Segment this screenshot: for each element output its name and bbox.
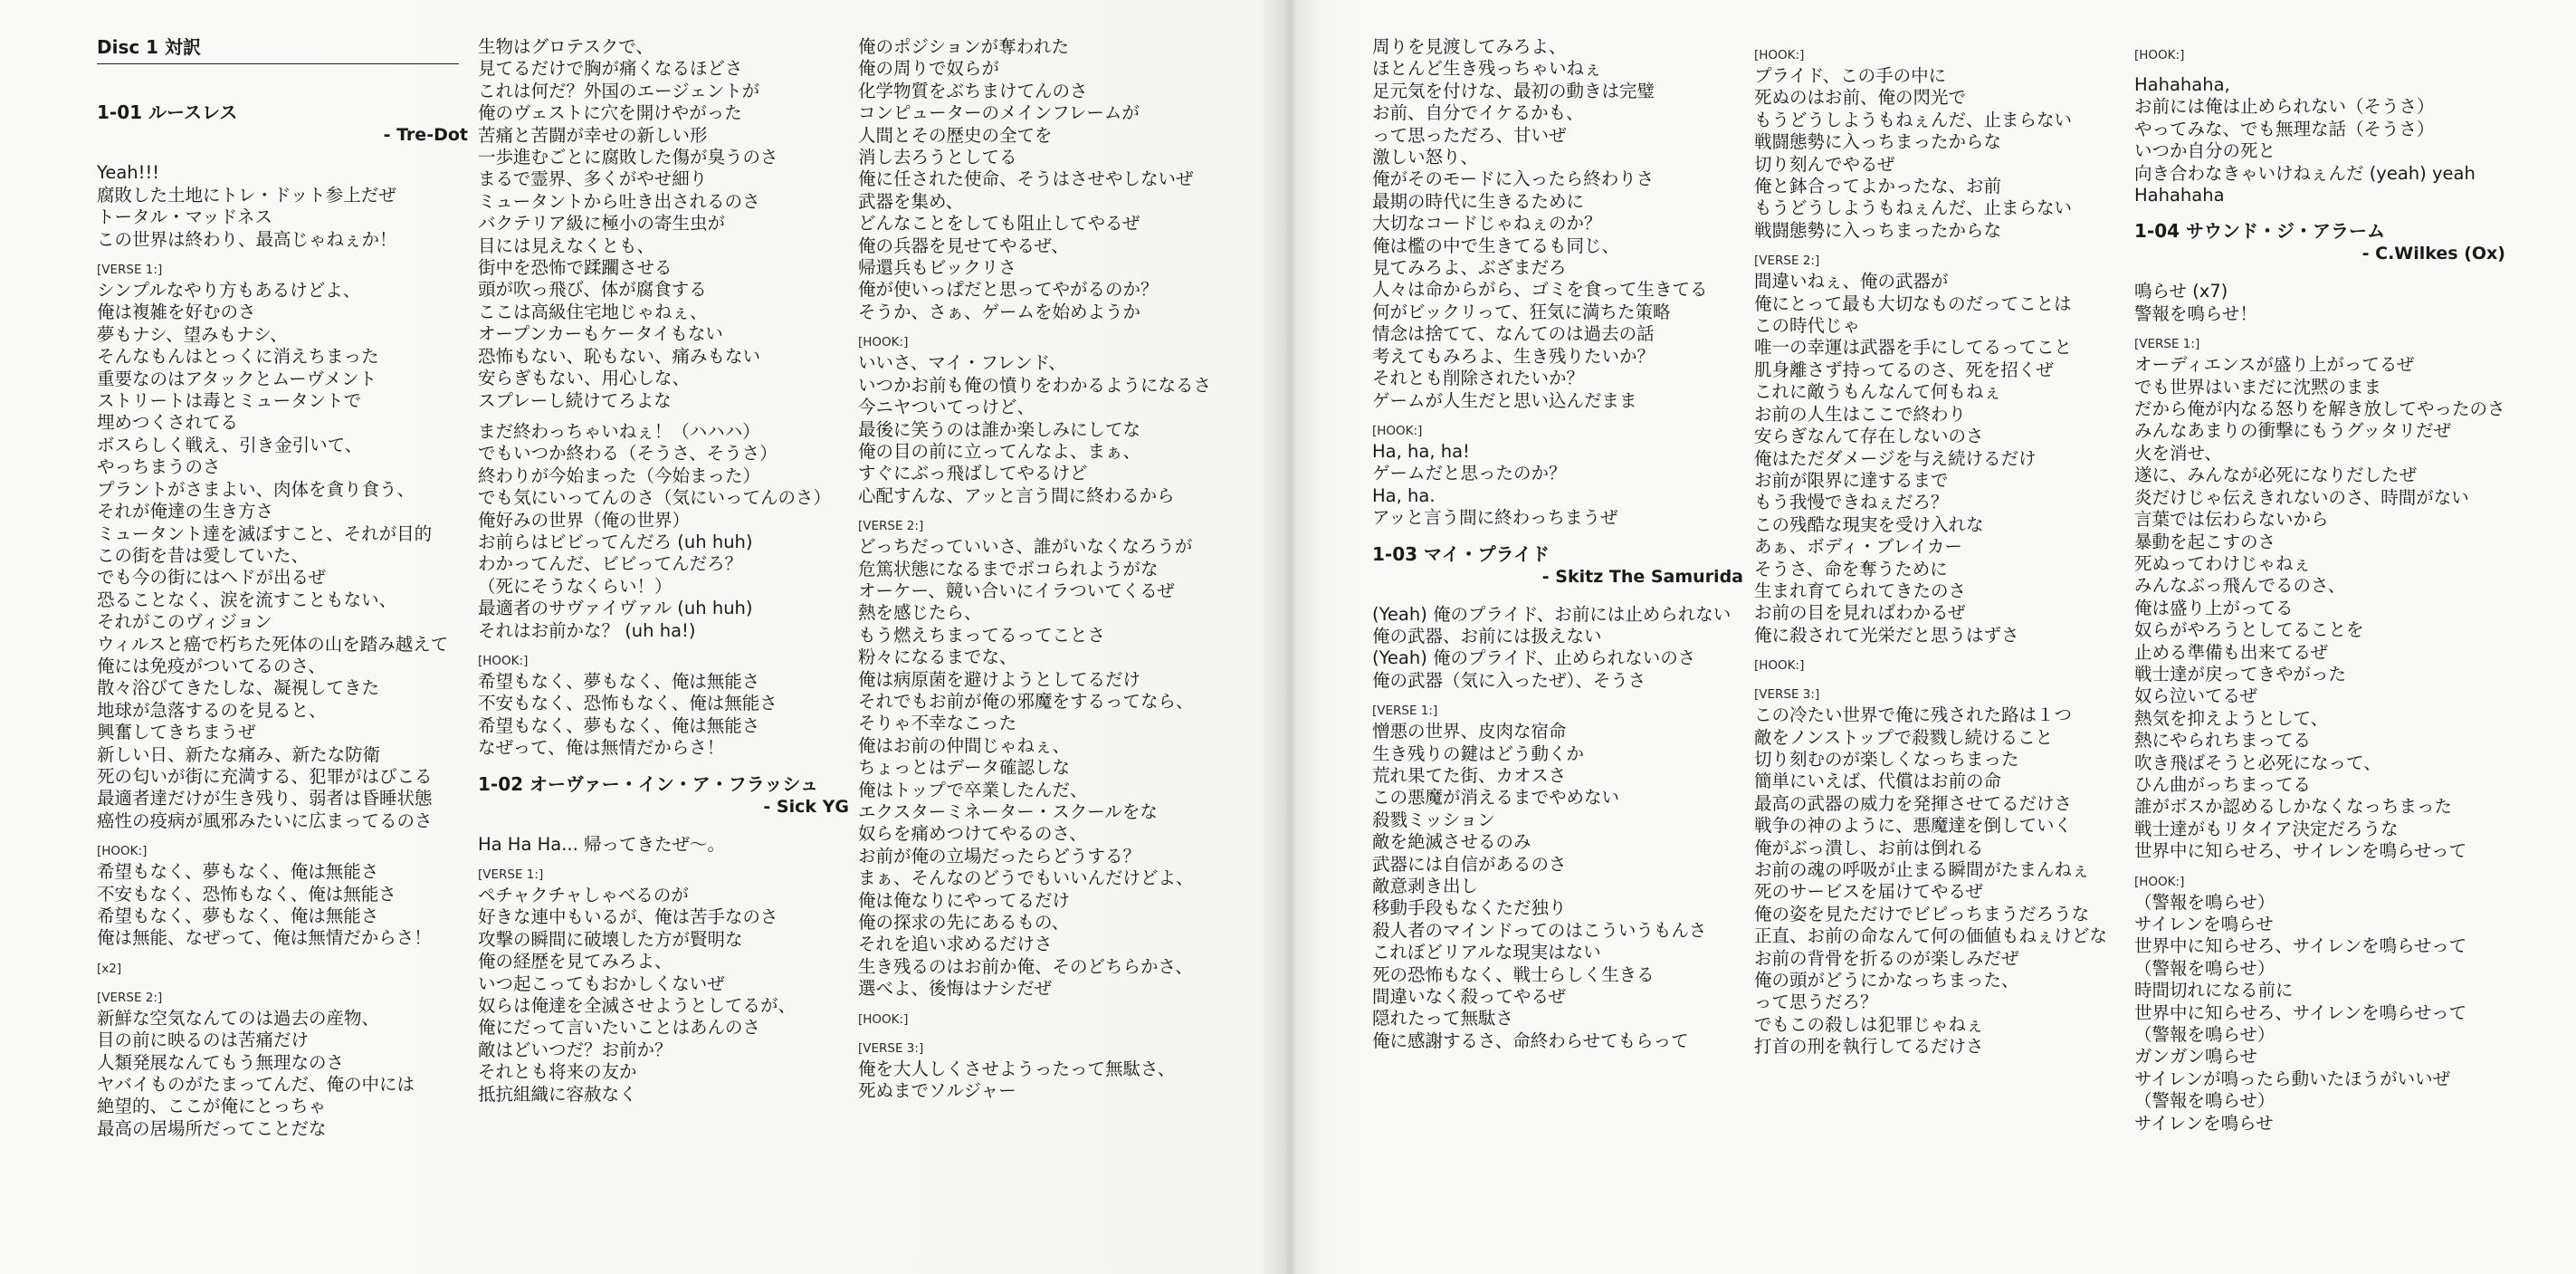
lyric-line: 俺は檻の中で生きてるも同じ、 (1372, 235, 1620, 256)
lyric-line: 奴らを痛めつけてやるのさ、 (858, 823, 1087, 845)
lyric-line: いつかお前も俺の憤りをわかるようになるさ (858, 374, 1212, 396)
lyric-line: 俺にだって言いたいことはあんのさ (478, 1017, 761, 1039)
lyric-line: 選べよ、後悔はナシだぜ (858, 978, 1053, 1000)
lyric-line: 俺が使いっぱだと思ってやがるのか？ (858, 279, 1159, 301)
stanza-gap (478, 412, 849, 421)
lyric-line: 俺の経歴を見てみろよ、 (478, 951, 673, 972)
lyric-line: 恐怖もない、恥もない、痛みもない (478, 345, 761, 367)
track-title: 1-01 ルースレス (97, 101, 238, 124)
lyric-line: 見てみろよ、ぶざまだろ (1372, 257, 1567, 279)
section-label: [HOOK:] (1754, 48, 1805, 62)
lyric-line: いつか自分の死と (2134, 140, 2276, 162)
section-label: [VERSE 1:] (2134, 337, 2200, 352)
section-label: [HOOK:] (1372, 423, 1423, 438)
lyric-line: これは何だ？外国のエージェントが (478, 80, 760, 101)
lyric-line: あぁ、ボディ・ブレイカー (1754, 536, 1962, 558)
section-label: [VERSE 2:] (1754, 254, 1820, 269)
lyric-line: それとも削除されたいか？ (1372, 368, 1585, 389)
lyric-line: 暴動を起こすのさ (2134, 531, 2276, 552)
lyric-line: Ha, ha, ha! (1372, 440, 1470, 462)
lyric-line: やっちまうのさ (97, 456, 221, 478)
lyric-line: 間違いねぇ、俺の武器が (1754, 271, 1949, 292)
lyric-line: もう燃えちまってるってことさ (858, 624, 1106, 646)
lyric-line: 俺の探求の先にあるもの、 (858, 912, 1070, 934)
lyric-line: お前の背骨を折るのが楽しみだぜ (1754, 947, 2019, 969)
lyric-line: 戦闘態勢に入っちまったからな (1754, 219, 2002, 241)
lyric-line: それが俺達の生き方さ (97, 501, 274, 522)
lyric-line: なぜって、俺は無情だからさ！ (478, 737, 725, 759)
lyric-line: そうさ、命を奪うために (1754, 558, 1948, 580)
lyric-line: この世界は終わり、最高じゃねぇか！ (97, 228, 397, 250)
lyric-line: 肌身離さず持ってるのさ、死を招くぜ (1754, 359, 2054, 380)
lyric-line: 俺がそのモードに入ったら終わりさ (1372, 168, 1655, 190)
lyric-line: サイレンを鳴らせ (2134, 914, 2274, 934)
lyric-line: それがこのヴィジョン (97, 611, 272, 633)
lyric-line: 俺は盛り上がってる (2134, 597, 2294, 618)
lyric-line: 死の恐怖もなく、戦士らしく生きる (1372, 963, 1655, 985)
lyric-line: 散々浴びてきたしな、凝視してきた (97, 677, 380, 699)
lyric-line: 地球が急落するのを見ると、 (97, 699, 327, 721)
lyric-line: 希望もなく、夢もなく、俺は無能さ (97, 861, 379, 883)
lyric-line: 憎悪の世界、皮肉な宿命 (1372, 721, 1567, 742)
lyric-line: オープンカーもケータイもない (478, 323, 723, 345)
lyric-line: 俺のポジションが奪われた (858, 36, 1070, 57)
lyric-line: バクテリア級に極小の寄生虫が (478, 213, 726, 235)
lyric-line: 死ぬまでソルジャー (858, 1080, 1016, 1102)
lyrics-column-6 (2134, 36, 2505, 1135)
lyric-line: 武器には自信があるのさ (1372, 853, 1567, 875)
lyric-line: 最適者達だけが生き残り、弱者は昏睡状態 (97, 788, 433, 809)
lyric-line: これに敵うもんなんて何もねぇ (1754, 381, 2002, 403)
lyric-line: 何がビックリって、狂気に満ちた策略 (1372, 301, 1671, 322)
lyric-line: 重要なのはアタックとムーヴメント (97, 368, 377, 389)
lyric-line: Ha, ha. (1372, 484, 1436, 506)
lyric-line: 俺がぶっ潰し、お前は倒れる (1754, 837, 1984, 858)
lyric-line: すぐにぶっ飛ばしてやるけど (858, 463, 1088, 484)
lyric-line: 荒れ果てた街、カオスさ (1372, 764, 1567, 786)
lyric-line: Yeah!!! (97, 162, 160, 184)
lyric-line: 止める準備も出来てるぜ (2134, 641, 2328, 663)
lyric-line: 俺は無能、なぜって、俺は無情だからさ！ (97, 927, 432, 949)
lyric-line: 激しい怒り、 (1372, 147, 1479, 168)
lyric-line: でもこの殺しは犯罪じゃねぇ (1754, 1013, 1984, 1035)
lyric-line: それとも将来の友か (478, 1061, 637, 1083)
lyric-line: 鳴らせ (x7) (2134, 281, 2228, 302)
lyric-line: ちょっとはデータ確認しな (858, 757, 1071, 779)
lyric-line: 殺戮ミッション (1372, 809, 1495, 830)
lyric-line: 俺を大人しくさせようったって無駄さ、 (858, 1058, 1176, 1079)
lyric-line: 敵意剥き出し (1372, 876, 1479, 896)
lyric-line: 夢もナシ、望みもナシ、 (97, 323, 288, 345)
lyric-line: お前が限界に達するまで (1754, 469, 1949, 491)
lyric-line: 俺に感謝するさ、命終わらせてもらって (1372, 1030, 1689, 1051)
lyrics-column-5 (1754, 36, 2125, 1058)
lyric-line: （死にそうなくらい！） (478, 575, 673, 597)
stanza-gap (2134, 65, 2505, 74)
lyric-line: 人間とその歴史の全てを (858, 124, 1053, 146)
lyric-line: 新鮮な空気なんてのは過去の産物、 (97, 1007, 380, 1029)
lyric-line: ミュータントから吐き出されるのさ (478, 190, 760, 212)
lyric-line: （警報を鳴らせ） (2134, 1090, 2275, 1112)
track-heading (2134, 219, 2505, 264)
lyric-line: シンプルなやり方もあるけどよ、 (97, 280, 361, 302)
lyric-line: Ha Ha Ha... 帰ってきたぜ〜。 (478, 833, 726, 855)
lyric-line: まるで霊界、多くがやせ細り (478, 168, 708, 190)
lyric-line: 俺好みの世界（俺の世界） (478, 509, 691, 531)
lyric-line: 熱を感じたら、 (858, 602, 982, 624)
lyric-line: 世界中に知らせろ、サイレンを鳴らせって (2134, 1001, 2467, 1023)
track-artist: - Sick YG (763, 796, 849, 817)
track-heading (1372, 542, 1743, 588)
lyric-line: この悪魔が消えるまでやめない (1372, 787, 1620, 809)
lyric-line: 最高の武器の威力を発揮させてるだけさ (1754, 792, 2073, 814)
lyrics-column-4 (1372, 36, 1743, 1052)
lyric-line: そうか、さぁ、ゲームを始めようか (858, 301, 1141, 322)
lyric-line: 情念は捨てて、なんてのは過去の話 (1372, 323, 1655, 345)
lyric-line: 俺はただダメージを与え続けるだけ (1754, 447, 2037, 469)
lyric-line: 好きな連中もいるが、俺は苦手なのさ (478, 906, 778, 928)
section-label: [VERSE 2:] (858, 519, 924, 534)
section-label: [x2] (97, 961, 122, 976)
lyric-line: でも世界はいまだに沈黙のまま (2134, 376, 2382, 398)
lyric-line: プラントがさまよい、肉体を貪り食う、 (97, 478, 415, 500)
section-label: [HOOK:] (858, 1011, 909, 1027)
lyric-line: ほとんど生き残っちゃいねぇ (1372, 58, 1602, 80)
lyric-line: 俺はお前の仲間じゃねぇ、 (858, 734, 1071, 756)
lyric-line: でも今の街にはヘドが出るぜ (97, 567, 326, 589)
lyric-line: 俺は俺なりにやってるだけ (858, 889, 1071, 911)
lyric-line: 俺の武器、お前には扱えない (1372, 625, 1602, 647)
lyric-line: 心配すんな、アッと言う間に終わるから (858, 484, 1175, 506)
lyric-line: 奴らは俺達を全滅させようとしてるが、 (478, 995, 797, 1017)
lyric-line: ガンガン鳴らせ (2134, 1046, 2257, 1068)
lyric-line: 安らぎもない、用心しな、 (478, 368, 691, 389)
lyric-line: 生物はグロテスクで、 (478, 36, 654, 57)
lyric-line: 火を消せ、 (2134, 442, 2222, 464)
lyric-line: サイレンが鳴ったら動いたほうがいいぜ (2134, 1068, 2451, 1089)
lyric-line: 最後に笑うのは誰か楽しみにしてな (858, 418, 1141, 440)
track-artist: - Tre-Dot (383, 125, 468, 146)
lyric-line: 殺人者のマインドってのはこういうもんさ (1372, 919, 1707, 941)
lyric-line: 武器を集め、 (858, 190, 964, 212)
lyric-line: 唯一の幸運は武器を手にしてるってこと (1754, 337, 2073, 359)
lyric-line: 埋めつくされてる (97, 412, 239, 434)
lyric-line: ミュータント達を滅ぼすこと、それが目的 (97, 522, 433, 544)
lyric-line: 俺のヴェストに穴を開けやがった (478, 102, 742, 124)
lyric-line: 不安もなく、恐怖もなく、俺は無能さ (478, 693, 778, 714)
lyric-line: 終わりが今始まった（今始まった） (478, 465, 761, 486)
track-title: 1-04 サウンド・ジ・アラーム (2134, 220, 2386, 243)
lyric-line: （警報を鳴らせ） (2134, 1024, 2275, 1046)
lyric-line: 足元気を付けな、最初の動きは完璧 (1372, 80, 1655, 101)
lyrics-column-3 (858, 36, 1229, 1102)
lyric-line: 生まれ育てられてきたのさ (1754, 580, 1967, 601)
lyric-line: 熱気を抑えようとして、 (2134, 707, 2329, 729)
book-gutter (1258, 0, 1321, 1274)
disc-title: Disc 1 対訳 (97, 36, 459, 64)
lyric-line: 戦争の神のように、悪魔達を倒していく (1754, 815, 2073, 837)
lyric-line: 消し去ろうとしてる (858, 147, 1017, 168)
lyric-line: 死の匂いが街に充満する、犯罪がはびこる (97, 765, 433, 787)
lyric-line: サイレンを鳴らせ (2134, 1112, 2274, 1134)
lyric-line: 俺に任された使命、そうはさせやしないぜ (858, 168, 1194, 190)
lyric-line: 抵抗組織に容赦なく (478, 1083, 637, 1105)
lyric-line: 街中を恐怖で蹂躙させる (478, 257, 673, 279)
lyric-line: みんなぶっ飛んでるのさ、 (2134, 575, 2346, 597)
lyric-line: 生き残りの鍵はどう動くか (1372, 742, 1585, 764)
lyric-line: お前、自分でイケるかも、 (1372, 102, 1584, 124)
lyric-line: 俺はトップで卒業したんだ、 (858, 779, 1088, 800)
lyric-line: 一歩進むごとに腐敗した傷が臭うのさ (478, 147, 778, 168)
lyric-line: いいさ、マイ・フレンド、 (858, 352, 1066, 374)
lyrics-column-2 (478, 36, 849, 1106)
lyrics-column-1 (97, 36, 468, 1140)
lyric-line: 帰還兵もビックリさ (858, 257, 1016, 279)
track-title: 1-03 マイ・プライド (1372, 542, 1550, 565)
lyric-line: みんなあまりの衝撃にもうグッタリだぜ (2134, 420, 2452, 442)
lyric-line: 向き合わなきゃいけねぇんだ (yeah) yeah (2134, 162, 2476, 184)
lyric-line: 興奮してきちまうぜ (97, 722, 256, 743)
section-label: [VERSE 1:] (97, 263, 163, 278)
lyric-line: 不安もなく、恐怖もなく、俺は無能さ (97, 883, 396, 905)
section-label: [HOOK:] (2134, 874, 2185, 889)
lyric-line: もうどうしようもねぇんだ、止まらない (1754, 197, 2073, 219)
lyric-line: 敵はどいつだ？お前か？ (478, 1039, 673, 1060)
section-label: [VERSE 1:] (478, 867, 544, 882)
lyric-line: 俺と鉢合ってよかったな、お前 (1754, 176, 2002, 197)
lyric-line: 最期の時代に生きるために (1372, 190, 1585, 212)
lyric-line: 希望もなく、夢もなく、俺は無能さ (478, 670, 760, 692)
section-label: [VERSE 3:] (858, 1040, 924, 1056)
lyric-line: 俺は病原菌を避けようとしてるだけ (858, 668, 1141, 690)
track-artist: - C.Wilkes (Ox) (2361, 244, 2505, 264)
lyric-line: いつ起こってもおかしくないぜ (478, 972, 725, 994)
track-heading (97, 101, 468, 146)
lyric-line: （警報を鳴らせ） (2134, 957, 2275, 979)
lyric-line: ボスらしく戦え、引き金引いて、 (97, 434, 363, 455)
lyric-line: 化学物質をぶちまけてんのさ (858, 80, 1088, 101)
lyric-line: 敵をノンストップで殺戮し続けること (1754, 726, 2054, 748)
section-label: [HOOK:] (1754, 658, 1805, 674)
lyric-line: （警報を鳴らせ） (2134, 891, 2275, 913)
lyric-line: コンピューターのメインフレームが (858, 102, 1140, 124)
lyric-line: 死ぬってわけじゃねぇ (2134, 552, 2312, 574)
lyric-line: 目の前に映るのは苦痛だけ (97, 1030, 310, 1051)
section-label: [VERSE 2:] (97, 990, 163, 1005)
lyric-line: 目には見えなくとも、 (478, 235, 655, 256)
track-artist: - Skitz The Samurida (1541, 566, 1743, 587)
lyric-line: お前らはビビってんだろ (uh huh) (478, 531, 753, 552)
section-label: [HOOK:] (97, 844, 148, 859)
lyric-line: Hahahaha (2134, 185, 2225, 206)
section-label: [VERSE 3:] (1754, 687, 1820, 703)
lyric-line: 人々は命からがら、ゴミを食って生きてる (1372, 279, 1708, 301)
lyric-line: アッと言う間に終わっちまうぜ (1372, 507, 1618, 529)
lyric-line: 希望もなく、夢もなく、俺は無能さ (97, 905, 379, 926)
lyric-line: 熱にやられちまってる (2134, 730, 2312, 752)
lyric-line: この街を昔は愛していた、 (97, 544, 310, 566)
section-label: [HOOK:] (478, 653, 529, 668)
lyric-line: 生き残るのはお前か俺、そのどちらかさ、 (858, 955, 1193, 977)
lyric-line: 俺に殺されて光栄だと思うはずさ (1754, 624, 2019, 646)
lyric-line: 俺の兵器を見せてやるぜ、 (858, 235, 1069, 256)
lyric-line: 大切なコードじゃねぇのか？ (1372, 213, 1602, 235)
lyric-line: 恐ることなく、涙を流すこともない、 (97, 589, 397, 610)
lyric-line: この残酷な現実を受け入れな (1754, 513, 1984, 535)
lyric-line: ストリートは毒とミュータントで (97, 390, 362, 412)
lyric-line: 戦闘態勢に入っちまったからな (1754, 131, 2002, 153)
lyric-line: 最適者のサヴァイヴァル (uh huh) (478, 598, 753, 619)
lyric-line: 絶望的、ここが俺にとっちゃ (97, 1096, 327, 1117)
lyric-line: それはお前かな？ (uh ha!) (478, 619, 696, 641)
lyric-line: (Yeah) 俺のプライド、お前には止められない (1372, 603, 1732, 625)
lyric-line: 切り刻んでやるぜ (1754, 153, 1895, 175)
lyric-line: これぼどリアルな現実はない (1372, 942, 1601, 963)
lyric-line: 言葉では伝わらないから (2134, 509, 2329, 531)
lyric-line: 苦痛と苦闘が幸せの新しい形 (478, 124, 708, 146)
lyric-line: ヤバイものがたまってんだ、俺の中には (97, 1074, 415, 1096)
lyric-line: もうどうしようもねぇんだ、止まらない (1754, 109, 2073, 130)
lyric-line: そりゃ不幸なこった (858, 713, 1017, 734)
lyric-line: 切り刻むのが楽しくなっちまった (1754, 748, 2019, 770)
lyric-line: まぁ、そんなのどうでもいいんだけどよ、 (858, 867, 1194, 889)
lyric-line: 世界中に知らせろ、サイレンを鳴らせって (2134, 935, 2467, 957)
track-heading (478, 772, 849, 818)
lyric-line: (Yeah) 俺のプライド、止められないのさ (1372, 647, 1696, 669)
lyric-line: 時間切れになる前に (2134, 980, 2294, 1001)
lyric-line: 間違いなく殺ってやるぜ (1372, 986, 1566, 1008)
lyric-line: 遂に、みんなが必死になりだしたぜ (2134, 465, 2418, 486)
lyric-line: 奴ら泣いてるぜ (2134, 685, 2257, 707)
lyric-line: この冷たい世界で俺に残された路は１つ (1754, 704, 2073, 726)
lyric-line: 腐敗した土地にトレ・ドット参上だぜ (97, 184, 396, 206)
lyric-line: 見てるだけで胸が痛くなるほどさ (478, 58, 743, 80)
section-label: [HOOK:] (858, 335, 909, 350)
lyric-line: 新しい日、新たな痛み、新たな防衛 (97, 743, 381, 765)
lyric-line: ひん曲がっちまってる (2134, 773, 2312, 795)
lyric-line: 俺の姿を見ただけでビビっちまうだろうな (1754, 903, 2090, 924)
lyric-line: 考えてもみろよ、生き残りたいか？ (1372, 345, 1655, 367)
lyric-line: 俺の目の前に立ってんなよ、まぁ、 (858, 440, 1141, 462)
lyric-line: 戦士達が戻ってきやがった (2134, 663, 2347, 685)
lyric-line: 攻撃の瞬間に破壊した方が賢明な (478, 928, 743, 950)
lyric-line: 移動手段もなくただ独り (1372, 897, 1567, 919)
lyric-line: でもいつか終わる（そうさ、そうさ） (478, 443, 778, 465)
lyric-line: どっちだっていいさ、誰がいなくなろうが (858, 536, 1193, 558)
lyric-line: 戦士達がもリタイア決定だろうな (2134, 818, 2399, 839)
lyric-line: トータル・マッドネス (97, 206, 273, 228)
lyric-line: 頭が吹っ飛び、体が腐食する (478, 279, 707, 301)
lyric-line: ペチャクチャしゃべるのが (478, 885, 689, 905)
lyric-line: 危篤状態になるまでボコられようがな (858, 558, 1159, 580)
lyric-line: だから俺が内なる怒りを解き放してやったのさ (2134, 398, 2505, 420)
lyric-line: 俺の頭がどうにかなっちまった、 (1754, 970, 2019, 991)
lyric-line: お前には俺は止められない（そうさ） (2134, 96, 2435, 118)
lyric-line: 俺には免疫がついてるのさ、 (97, 655, 326, 676)
lyric-line: 俺の周りで奴らが (858, 58, 1000, 80)
lyric-line: 誰がボスか認めるしかなくなっちまった (2134, 796, 2453, 818)
section-label: [HOOK:] (2134, 48, 2185, 62)
lyric-line: ゲームが人生だと思い込んだまま (1372, 389, 1637, 411)
lyric-line: でも気にいってんのさ（気にいってんのさ） (478, 487, 832, 509)
lyric-line: 死のサービスを届けてやるぜ (1754, 881, 1983, 903)
lyric-line: どんなことをしても阻止してやるぜ (858, 213, 1140, 235)
lyric-line: 安らぎなんて存在しないのさ (1754, 426, 1984, 447)
lyric-line: それでもお前が俺の邪魔をするってなら、 (858, 690, 1194, 712)
lyric-line: お前の目を見ればわかるぜ (1754, 602, 1966, 624)
lyric-line: 隠れたって無駄さ (1372, 1008, 1514, 1030)
lyric-line: 俺の武器（気に入ったぜ）、そうさ (1372, 669, 1646, 691)
lyric-line: 周りを見渡してみろよ、 (1372, 36, 1567, 57)
section-label: [VERSE 1:] (1372, 704, 1438, 719)
lyric-line: 今ニヤついてっけど、 (858, 397, 1035, 418)
lyric-line: 粉々になるまでな、 (858, 647, 1017, 668)
track-title: 1-02 オーヴァー・イン・ア・フラッシュ (478, 772, 819, 795)
lyric-line: ウィルスと癌で朽ちた死体の山を踏み越えて (97, 633, 449, 655)
lyric-line: この時代じゃ (1754, 315, 1861, 337)
lyric-line: 俺にとって最も大切なものだってことは (1754, 292, 2072, 314)
lyric-line: 死ぬのはお前、俺の閃光で (1754, 87, 1967, 109)
lyric-line: 簡単にいえば、代償はお前の命 (1754, 771, 2002, 792)
lyric-line: わかってんだ、ビビってんだろ？ (478, 553, 743, 575)
lyric-line: もう我慢できねぇだろ？ (1754, 492, 1949, 513)
lyric-line: 癌性の疫病が風邪みたいに広まってるのさ (97, 809, 433, 831)
lyric-line: 最高の居場所だってことだな (97, 1117, 327, 1139)
lyric-line: 打首の刑を執行してるだけさ (1754, 1036, 1984, 1058)
lyric-line: オーケー、競い合いにイラついてくるぜ (858, 580, 1175, 601)
lyric-line: そんなもんはとっくに消えちまった (97, 346, 379, 368)
lyric-line: 人類発展なんてもう無理なのさ (97, 1051, 345, 1073)
lyric-line: お前が俺の立場だったらどうする？ (858, 845, 1141, 867)
lyric-line: って思うだろ？ (1754, 991, 1878, 1013)
lyric-line: ゲームだと思ったのか？ (1372, 463, 1567, 484)
lyric-line: それを追い求めるだけさ (858, 934, 1053, 955)
lyric-line: ここは高級住宅地じゃねぇ、 (478, 301, 708, 322)
lyric-line: Hahahaha, (2134, 74, 2230, 95)
lyric-line: 希望もなく、夢もなく、俺は無能さ (478, 714, 760, 736)
lyric-line: お前の魂の呼吸が止まる瞬間がたまんねぇ (1754, 859, 2090, 880)
lyric-line: 正直、お前の命なんて何の価値もねぇけどな (1754, 925, 2108, 947)
lyric-line: 吹き飛ばそうと必死になって、 (2134, 752, 2381, 773)
lyric-line: 炎だけじゃ伝えきれないのさ、時間がない (2134, 486, 2469, 508)
lyric-line: まだ終わっちゃいねぇ！（ハハハ） (478, 420, 760, 442)
lyric-line: って思っただろ、甘いぜ (1372, 124, 1567, 146)
lyric-line: プライド、この手の中に (1754, 65, 1947, 86)
lyric-line: やってみな、でも無理な話（そうさ） (2134, 118, 2435, 139)
lyric-line: スプレーし続けてろよな (478, 389, 672, 411)
lyric-line: 敵を絶滅させるのみ (1372, 831, 1531, 853)
lyric-line: オーディエンスが盛り上がってるぜ (2134, 354, 2415, 376)
lyric-line: 世界中に知らせろ、サイレンを鳴らせって (2134, 840, 2467, 862)
lyric-line: お前の人生はここで終わり (1754, 403, 1967, 425)
lyric-line: 警報を鳴らせ！ (2134, 302, 2257, 324)
lyric-line: 俺は複雑を好むのさ (97, 302, 256, 323)
lyric-line: エクスターミネーター・スクールをな (858, 801, 1158, 822)
lyric-line: 奴らがやろうとしてることを (2134, 619, 2364, 641)
